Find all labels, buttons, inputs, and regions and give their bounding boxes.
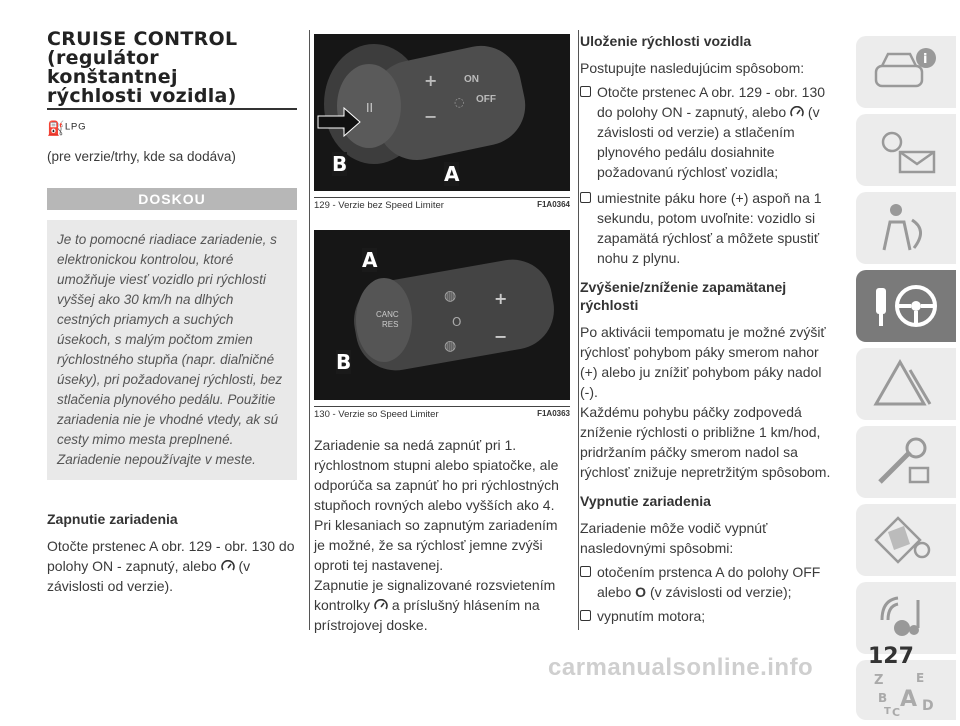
adjust-speed-heading: Zvýšenie/zníženie zapamätanej rýchlosti bbox=[580, 279, 787, 313]
svg-text:◍: ◍ bbox=[444, 288, 457, 304]
warning-header: DOSKOU bbox=[47, 188, 297, 210]
svg-text:II: II bbox=[366, 101, 374, 115]
callout-a-fig129: A bbox=[444, 162, 460, 186]
svg-text:−: − bbox=[424, 107, 438, 126]
figure-129-lever bbox=[314, 34, 570, 191]
list-item: umiestnite páku hore (+) aspoň na 1 sekundu, potom uvoľnite: vozidlo si zapamätá rýchlosť a môžete spustiť nohu z plynu. bbox=[580, 188, 838, 268]
fuel-version-icons: ⛽ᴸᴾᴳ bbox=[47, 120, 87, 136]
tab-starting-driving[interactable] bbox=[856, 270, 956, 342]
page-number: 127 bbox=[868, 644, 914, 669]
svg-text:◍: ◍ bbox=[444, 338, 457, 354]
lever-illustration-2 bbox=[314, 230, 570, 400]
list-item: vypnutím motora; bbox=[580, 606, 838, 626]
section-title: CRUISE CONTROL (regulátor konštantnej rýchlosti vozidla) bbox=[47, 28, 238, 107]
svg-text:+: + bbox=[424, 71, 438, 90]
svg-text:−: − bbox=[494, 327, 508, 346]
column-divider-left bbox=[309, 30, 310, 630]
cruise-control-indicator-icon bbox=[790, 106, 804, 118]
on-marker: ON bbox=[464, 74, 479, 85]
car-info-icon bbox=[870, 44, 940, 100]
chapter-tabs bbox=[856, 36, 960, 726]
watermark: carmanualsonline.info bbox=[548, 654, 814, 681]
multimedia-icon bbox=[870, 590, 940, 646]
svg-text:◌: ◌ bbox=[454, 95, 465, 109]
warning-lights-icon bbox=[870, 122, 940, 178]
checkbox-bullet-icon bbox=[580, 566, 591, 577]
tab-maintenance[interactable] bbox=[856, 426, 956, 498]
steering-wheel-key-icon bbox=[870, 278, 940, 334]
index-letter: C bbox=[892, 706, 901, 719]
index-letter: E bbox=[916, 671, 925, 685]
index-letter: A bbox=[900, 687, 918, 712]
deactivation-intro: Zariadenie môže vodič vypnúť nasledovnými spôsobmi: bbox=[580, 520, 768, 556]
column-2 bbox=[314, 0, 570, 635]
cruise-control-indicator-icon bbox=[374, 599, 388, 611]
activation-heading: Zapnutie zariadenia bbox=[47, 511, 178, 527]
tab-emergency[interactable] bbox=[856, 348, 956, 420]
maintenance-wrench-icon bbox=[870, 434, 940, 490]
tab-technical-data[interactable] bbox=[856, 504, 956, 576]
warning-text: Je to pomocné riadiace zariadenie, s elektronickou kontrolou, ktoré umožňuje viesť vozidlo pri rýchlosti vyššej ako 30 km/h na dlhých cestných priamych a suchých úsekoch, s malým počtom zmien rýchlostného stupňa (napr. diaľničné úseky), pri požadovanej rýchlosti, bez stlačenia plynového pedálu. Použitie zariadenia nie je vhodné vtedy, ak sú cesty mimo mesta preplnené. Zariadenie nepoužívajte v meste. bbox=[47, 220, 297, 480]
index-letter: D bbox=[922, 698, 934, 714]
checkbox-bullet-icon bbox=[580, 610, 591, 621]
activation-paragraph: Otočte prstenec A obr. 129 - obr. 130 do polohy ON - zapnutý, alebo (v závislosti od verzie). bbox=[47, 538, 295, 594]
title-underline bbox=[47, 108, 297, 110]
cruise-control-indicator-icon bbox=[221, 560, 235, 572]
column-divider-right bbox=[578, 30, 579, 630]
store-speed-intro: Postupujte nasledujúcim spôsobom: bbox=[580, 60, 805, 76]
callout-b-fig129: B bbox=[332, 152, 348, 176]
checkbox-bullet-icon bbox=[580, 86, 591, 97]
list-item: otočením prstenca A do polohy OFF alebo O (v závislosti od verzie); bbox=[580, 562, 838, 602]
alphabetical-index-icon bbox=[870, 668, 950, 720]
column-3 bbox=[580, 32, 838, 626]
store-speed-heading: Uloženie rýchlosti vozidla bbox=[580, 33, 752, 49]
deactivation-heading: Vypnutie zariadenia bbox=[580, 493, 711, 509]
callout-b-fig130: B bbox=[336, 350, 352, 374]
availability-note: (pre verzie/trhy, kde sa dodáva) bbox=[47, 149, 236, 164]
checkbox-bullet-icon bbox=[580, 192, 591, 203]
off-marker: OFF bbox=[476, 94, 496, 105]
figure-129-caption: 129 - Verzie bez Speed Limiter F1A0364 bbox=[314, 197, 570, 212]
canc-label: CANC bbox=[376, 310, 399, 319]
tab-car-info[interactable] bbox=[856, 36, 956, 108]
adjust-speed-paragraph: Po aktivácii tempomatu je možné zvýšiť rýchlosť pohybom páky smerom nahor (+) alebo ju znížiť pohybom páky nadol (-). Každému pohybu páčky zodpovedá zníženie rýchlosti o približne 1 km/hod, pridržaním páčky smerom nadol sa rýchlosť znižuje nepretržitým spôsobom. bbox=[580, 324, 831, 480]
column-2-text: Zariadenie sa nedá zapnúť pri 1. rýchlostnom stupni alebo spiatočke, ale odporúča sa zapnúť ho pri rýchlostných stupňoch rovných alebo vyšších ako 4. Pri klesaniach so zapnutým zariadením je možné, že sa rýchlosť jemne zvýši oproti tej nastavenej. Zapnutie je signalizované rozsvietením kontrolky a príslušný hlásením na prístrojovej doske. bbox=[314, 437, 559, 633]
res-label: RES bbox=[382, 320, 399, 329]
figure-130-lever bbox=[314, 230, 570, 400]
figure-130-caption: 130 - Verzie so Speed Limiter F1A0363 bbox=[314, 406, 570, 421]
index-letter: Z bbox=[874, 673, 884, 688]
index-letter: B bbox=[878, 691, 888, 705]
tab-seat-safety[interactable] bbox=[856, 192, 956, 264]
list-item: Otočte prstenec A obr. 129 - obr. 130 do polohy ON - zapnutý, alebo (v závislosti od verzie) a stlačením plynového pedálu dosiahnite požadovanú rýchlosť vozidla; bbox=[580, 82, 838, 182]
callout-a-fig130: A bbox=[362, 248, 378, 272]
svg-text:+: + bbox=[494, 289, 508, 308]
tab-warning-lights[interactable] bbox=[856, 114, 956, 186]
lever-illustration-1 bbox=[314, 34, 570, 191]
tab-index[interactable] bbox=[856, 660, 956, 720]
index-letter: T bbox=[884, 706, 891, 717]
technical-data-icon bbox=[870, 512, 940, 568]
column-1 bbox=[47, 0, 297, 596]
svg-text:i: i bbox=[923, 52, 928, 67]
svg-text:O: O bbox=[452, 315, 462, 329]
emergency-triangle-icon bbox=[870, 356, 940, 412]
seat-safety-icon bbox=[870, 200, 940, 256]
